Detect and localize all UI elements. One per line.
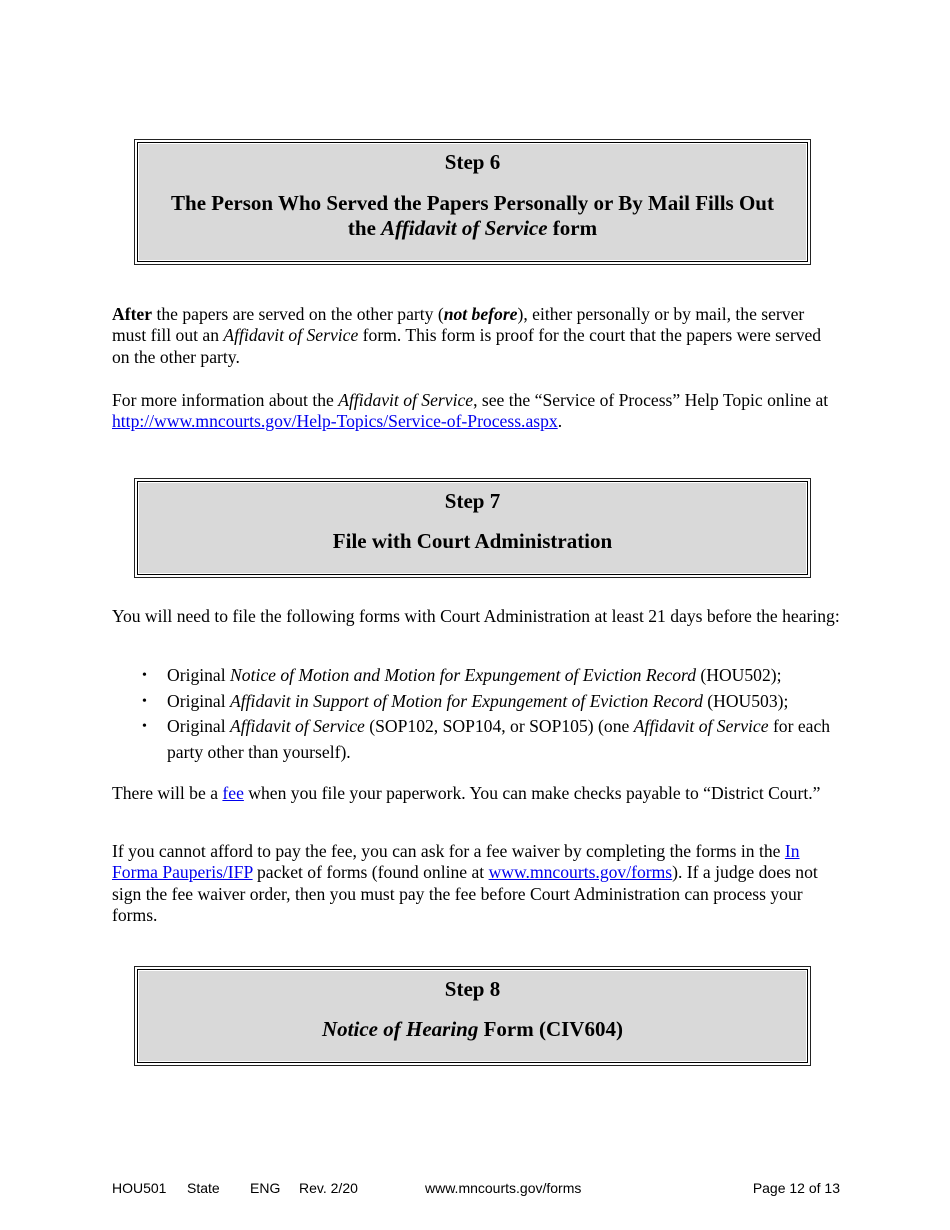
heading-italic-form-name: Affidavit of Service — [381, 216, 548, 240]
step-6-title: Step 6 — [444, 150, 501, 174]
item-text: (HOU503); — [702, 690, 789, 711]
step-6-paragraph-2 — [112, 390, 842, 433]
list-item — [112, 663, 842, 689]
italic-form-name: Affidavit of Service — [338, 390, 474, 410]
fee-paragraph — [112, 783, 842, 804]
para-text: . — [557, 411, 563, 432]
para-text: the papers are served on the other party ( — [152, 304, 444, 324]
step-8-box — [137, 969, 808, 1063]
item-text: (HOU502); — [696, 665, 782, 685]
step-7-heading: File with Court Administration — [332, 529, 613, 553]
italic-form-name: Affidavit of Service — [223, 325, 359, 346]
step-7-title: Step 7 — [444, 489, 501, 513]
footer-revision: Rev. 2/20 — [299, 1180, 358, 1196]
footer-jurisdiction: State — [187, 1180, 220, 1196]
step-6-heading-line2 — [138, 216, 807, 241]
bullet-icon: • — [142, 668, 147, 683]
step-6-heading-line1: The Person Who Served the Papers Personally or By Mail Fills Out — [171, 191, 774, 215]
step-8-title: Step 8 — [444, 977, 501, 1001]
para-text: packet of forms (found online at — [252, 862, 489, 883]
step-7-intro: You will need to file the following forms with Court Administration at least 21 days before the hearing: — [112, 606, 840, 626]
service-of-process-link[interactable]: http://www.mncourts.gov/Help-Topics/Service-of-Process.aspx — [112, 411, 558, 432]
footer-form-id: HOU501 — [112, 1180, 167, 1196]
para-text: form. This form is proof for the court that the papers were served on the other party. — [112, 325, 822, 367]
italic-form-name: Notice of Motion and Motion for Expungement of Eviction Record — [230, 665, 697, 685]
bullet-icon: • — [142, 693, 147, 709]
footer-website: www.mncourts.gov/forms — [425, 1180, 582, 1196]
footer-language: ENG — [250, 1180, 281, 1196]
para-text: , see the “Service of Process” Help Topic online at — [473, 390, 829, 410]
required-forms-list — [112, 663, 842, 765]
bullet-icon: • — [142, 719, 147, 734]
para-text: ), either personally or by mail, the server must fill out an — [112, 304, 805, 346]
fee-waiver-paragraph — [112, 841, 842, 926]
para-text: For more information about the — [112, 390, 339, 410]
bold-italic-emphasis: not before — [443, 304, 518, 324]
item-text: Original — [167, 665, 231, 685]
para-text: If you cannot afford to pay the fee, you can ask for a fee waiver by completing the forms in the — [112, 841, 785, 861]
page-footer — [112, 1179, 840, 1197]
step-6-box — [137, 142, 808, 262]
item-text: for each party other than yourself). — [167, 716, 831, 762]
heading-italic-form-name: Notice of Hearing — [322, 1017, 479, 1041]
para-text: There will be a — [112, 783, 223, 803]
heading-text: the — [347, 216, 382, 240]
italic-form-name: Affidavit of Service — [633, 716, 769, 736]
italic-form-name: Affidavit of Service — [230, 716, 365, 736]
step-7-box — [137, 481, 808, 575]
footer-page-number: Page 12 of 13 — [752, 1180, 840, 1196]
step-8-heading — [138, 1017, 807, 1042]
item-text: (SOP102, SOP104, or SOP105) (one — [364, 716, 634, 736]
item-text: Original — [167, 716, 231, 736]
heading-text: form — [547, 216, 598, 240]
step-6-heading — [138, 191, 807, 241]
bold-lead: After — [112, 304, 153, 324]
para-text: ). If a judge does not sign the fee waiver order, then you must pay the fee before Court Administration can process your forms. — [112, 862, 818, 925]
fee-link[interactable]: fee — [222, 783, 244, 803]
step-6-paragraph-1 — [112, 304, 842, 368]
list-item — [112, 689, 842, 715]
mncourts-forms-link[interactable]: www.mncourts.gov/forms — [488, 862, 673, 883]
list-item — [112, 714, 842, 765]
heading-text: Form (CIV604) — [478, 1017, 623, 1041]
para-text: when you file your paperwork. You can make checks payable to “District Court.” — [243, 783, 821, 803]
italic-form-name: Affidavit in Support of Motion for Expungement of Eviction Record — [230, 690, 703, 711]
item-text: Original — [167, 690, 231, 711]
in-forma-pauperis-link[interactable]: In Forma Pauperis/IFP — [112, 841, 800, 883]
